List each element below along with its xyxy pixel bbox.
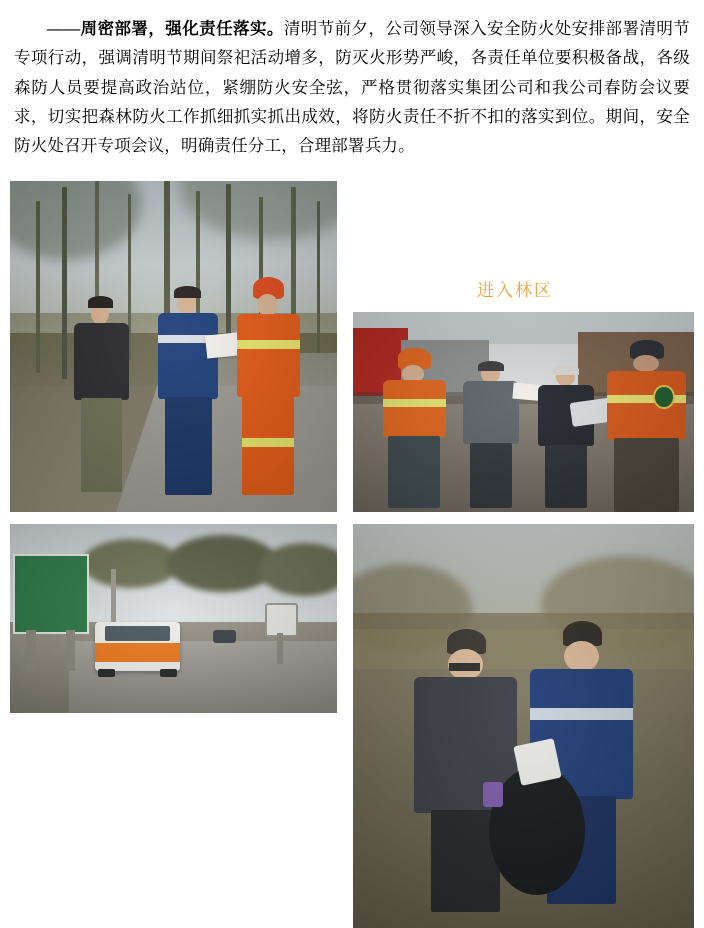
road-sign	[265, 603, 298, 637]
person-orange-firefighter	[232, 277, 304, 495]
caption-line-1: 进入林区	[477, 281, 553, 301]
photo-leaders-briefing	[10, 181, 337, 512]
tree-canopy	[82, 539, 180, 588]
person-head	[257, 294, 279, 316]
person-torso	[383, 380, 446, 438]
vehicle-windshield	[105, 626, 170, 641]
person-head	[633, 355, 659, 372]
grass-band	[353, 629, 694, 669]
purple-glove	[483, 782, 503, 806]
person-legs	[388, 436, 440, 508]
vehicle-wheel	[98, 669, 114, 677]
uniform-reflective-stripe	[242, 438, 294, 447]
roadside-billboard	[13, 554, 89, 634]
person-torso	[463, 381, 519, 444]
person-legs	[165, 397, 212, 496]
uniform-reflective-stripe	[530, 708, 632, 719]
person-torso	[607, 371, 686, 440]
billboard-post	[26, 630, 36, 672]
person-dark-jacket	[69, 300, 134, 492]
person-legs	[614, 438, 679, 512]
article-paragraph	[14, 14, 690, 161]
person-head	[564, 641, 599, 672]
person-hair	[88, 296, 113, 308]
person-civilian-right	[537, 368, 595, 508]
photo-handing-out-leaflets	[353, 312, 694, 512]
tree-canopy	[259, 543, 337, 596]
article-body: 清明节前夕，公司领导深入安全防火处安排部署清明节专项行动，强调清明节期间祭祀活动增多，防灭火形势严峻，各责任单位要积极备战，各级森防人员要提高政治站位，紧绷防火安全弦，严格贯彻落实集团公司和我公司春防会议要求，切实把森林防火工作抓细抓实抓出成效，将防火责任不折不扣的落实到位。期间，安全防火处召开专项会议，明确责任分工，合理部署兵力。	[14, 19, 690, 156]
person-torso	[237, 314, 300, 397]
shoulder-badge	[653, 385, 675, 410]
face-mask	[449, 663, 480, 671]
uniform-reflective-stripe	[383, 399, 446, 407]
person-hair	[478, 361, 504, 371]
article-text-block	[0, 0, 704, 161]
person-blue-uniform	[154, 290, 223, 495]
uniform-reflective-stripe	[237, 340, 300, 349]
person-legs	[81, 398, 123, 492]
road-sign-post	[277, 633, 284, 663]
person-orange-worker-right	[605, 340, 687, 512]
photo-cleanup-work	[353, 524, 694, 928]
photo-patrol-vehicle	[10, 524, 337, 713]
refuse-bag	[489, 766, 584, 895]
distant-car	[213, 630, 236, 643]
photo-collage	[0, 181, 704, 781]
person-orange-worker-left	[380, 348, 448, 508]
person-hair	[174, 286, 200, 298]
person-legs	[470, 443, 512, 508]
billboard-post	[66, 630, 76, 672]
patrol-vehicle-orange-stripe	[95, 643, 180, 662]
person-civilian-center	[462, 364, 520, 508]
person-legs	[545, 445, 587, 508]
vehicle-wheel	[160, 669, 176, 677]
article-lead: ——周密部署，强化责任落实。	[47, 19, 284, 38]
person-torso	[74, 323, 129, 400]
person-hair	[553, 365, 579, 375]
